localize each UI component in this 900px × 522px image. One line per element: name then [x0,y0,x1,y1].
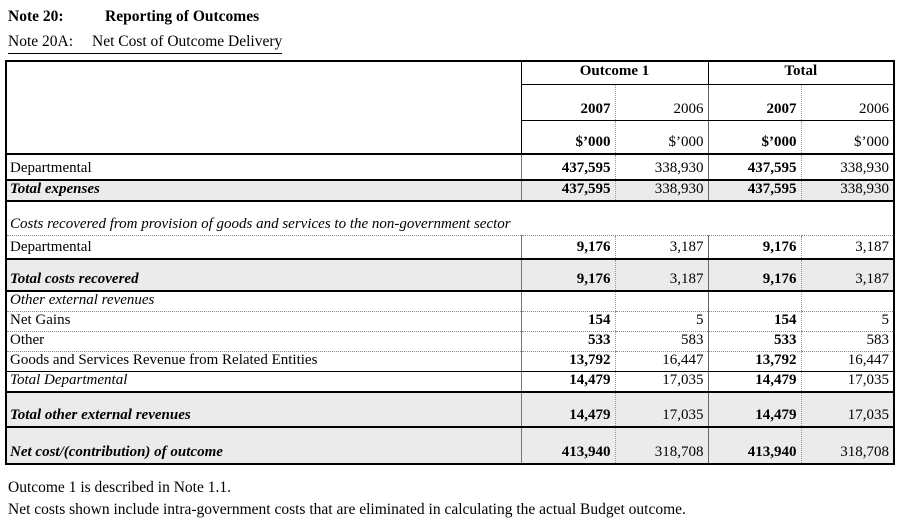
table-row-net-cost-of-outcome [6,427,894,464]
value-cell: 3,187 [615,259,708,291]
table-row [6,154,894,180]
value-cell: 16,447 [801,352,894,372]
table-row-total-costs-recovered [6,259,894,291]
value-cell: 437,595 [708,180,801,201]
group-header-outcome1: Outcome 1 [521,61,708,84]
value-cell: 338,930 [615,180,708,201]
unit-header: $’000 [521,120,615,154]
table-row [6,372,894,393]
subnote-heading [8,33,282,54]
value-cell: 16,447 [615,352,708,372]
value-cell: 17,035 [801,372,894,393]
net-cost-of-outcome-table [5,60,895,465]
footnotes [8,477,900,522]
unit-header: $’000 [708,120,801,154]
section-header-row [6,291,894,312]
table-row [6,332,894,352]
table-row [6,235,894,259]
section-label: Costs recovered from provision of goods and services to the non-government sector [6,201,894,235]
table-row-total-other-external-revenues [6,392,894,427]
value-cell: 533 [521,332,615,352]
row-label: Departmental [6,154,521,180]
value-cell: 9,176 [576,239,611,255]
value-cell: 154 [708,312,801,332]
value-cell: 437,595 [561,160,611,176]
value-cell: 14,479 [708,372,801,393]
header-group-row [6,61,894,84]
value-cell: 3,187 [801,259,894,291]
value-cell: 318,708 [615,427,708,464]
value-cell: 3,187 [801,235,894,259]
row-label: Total expenses [6,180,521,201]
value-cell [708,291,801,312]
value-cell: 13,792 [521,352,615,372]
footnote-line: Net costs shown include intra-government costs that are eliminated in calculating the actual Budget outcome. [8,501,686,519]
note-heading [8,8,900,26]
value-cell: 583 [615,332,708,352]
value-cell: 154 [521,312,615,332]
value-cell: 17,035 [801,392,894,427]
row-label: Net cost/(contribution) of outcome [6,427,521,464]
row-label: Other [6,332,521,352]
value-cell: 318,708 [801,427,894,464]
value-cell: 437,595 [521,180,615,201]
value-cell: 17,035 [615,392,708,427]
row-label: Total costs recovered [6,259,521,291]
value-cell: 14,479 [708,392,801,427]
value-cell [801,291,894,312]
year-header: 2006 [615,84,708,120]
value-cell: 14,479 [569,372,611,388]
unit-header: $’000 [615,120,708,154]
value-cell: 14,479 [521,392,615,427]
row-label: Total Departmental [6,372,521,393]
section-header-row [6,201,894,235]
subnote-title: Net Cost of Outcome Delivery [92,33,283,50]
document-page [0,8,900,519]
row-label: Net Gains [6,312,521,332]
value-cell: 17,035 [615,372,708,393]
value-cell: 338,930 [801,154,894,180]
value-cell: 9,176 [708,235,801,259]
value-cell: 413,940 [708,427,801,464]
subnote-number: Note 20A: [8,33,74,50]
unit-header: $’000 [801,120,894,154]
value-cell: 9,176 [708,259,801,291]
value-cell: 583 [801,332,894,352]
value-cell: 533 [708,332,801,352]
value-cell: 5 [801,312,894,332]
value-cell: 413,940 [521,427,615,464]
year-header: 2007 [521,84,615,120]
value-cell: 9,176 [521,259,615,291]
value-cell: 13,792 [708,352,801,372]
year-header: 2006 [801,84,894,120]
row-label: Goods and Services Revenue from Related Entities [6,352,521,372]
note-number: Note 20: [8,8,64,25]
note-title: Reporting of Outcomes [105,8,260,25]
header-empty-cell [6,61,521,154]
row-label: Departmental [6,235,521,259]
footnote-line: Outcome 1 is described in Note 1.1. [8,479,231,496]
year-header: 2007 [708,84,801,120]
value-cell: 338,930 [615,154,708,180]
value-cell: 3,187 [615,235,708,259]
value-cell [521,291,615,312]
table-row [6,312,894,332]
row-label: Total other external revenues [6,392,521,427]
value-cell [615,291,708,312]
table-row-total-expenses [6,180,894,201]
table-row [6,352,894,372]
value-cell: 5 [615,312,708,332]
group-header-total: Total [708,61,894,84]
value-cell: 338,930 [801,180,894,201]
section-label: Other external revenues [6,291,521,312]
value-cell: 437,595 [708,154,801,180]
